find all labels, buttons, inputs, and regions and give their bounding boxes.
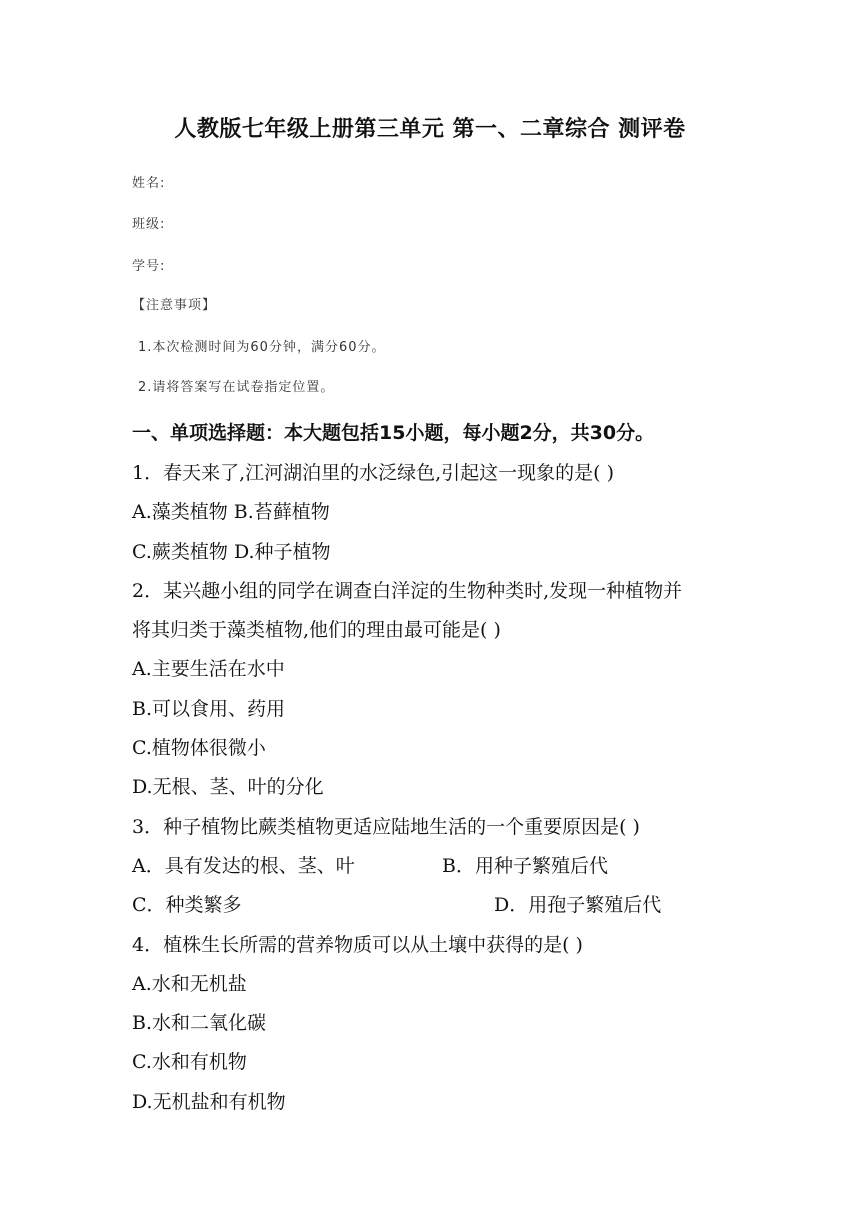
question-option: A.水和无机盐 xyxy=(132,973,247,995)
question-option: C.水和有机物 xyxy=(132,1051,247,1073)
question-option: B．用种子繁殖后代 xyxy=(442,855,608,877)
question-option: C．种类繁多 xyxy=(132,894,242,916)
question-option: D.无机盐和有机物 xyxy=(132,1091,286,1113)
student-id-field-label: 学号: xyxy=(132,259,166,274)
question-option: A．具有发达的根、茎、叶 xyxy=(132,855,355,877)
section-heading: 一、单项选择题：本大题包括15小题，每小题2分，共30分。 xyxy=(132,422,655,444)
name-field-label: 姓名: xyxy=(132,176,166,191)
question-stem-continued: 将其归类于藻类植物,他们的理由最可能是( ) xyxy=(132,619,501,641)
question-option: B.可以食用、药用 xyxy=(132,698,286,720)
question-option: B.水和二氧化碳 xyxy=(132,1012,267,1034)
question-stem: 4．植株生长所需的营养物质可以从土壤中获得的是( ) xyxy=(132,934,583,956)
question-stem: 2．某兴趣小组的同学在调查白洋淀的生物种类时,发现一种植物并 xyxy=(132,580,683,602)
question-option: A.主要生活在水中 xyxy=(132,658,285,680)
question-option: C.蕨类植物 D.种子植物 xyxy=(132,541,331,563)
notice-item: 1.本次检测时间为60分钟，满分60分。 xyxy=(138,340,386,355)
question-option: D．用孢子繁殖后代 xyxy=(494,894,662,916)
question-option: C.植物体很微小 xyxy=(132,737,266,759)
question-option: D.无根、茎、叶的分化 xyxy=(132,776,324,798)
notice-item: 2.请将答案写在试卷指定位置。 xyxy=(138,380,335,395)
question-stem: 1．春天来了,江河湖泊里的水泛绿色,引起这一现象的是( ) xyxy=(132,462,615,484)
exam-title: 人教版七年级上册第三单元 第一、二章综合 测评卷 xyxy=(174,117,686,142)
question-stem: 3．种子植物比蕨类植物更适应陆地生活的一个重要原因是( ) xyxy=(132,816,640,838)
question-option: A.藻类植物 B.苔藓植物 xyxy=(132,501,330,523)
class-field-label: 班级: xyxy=(132,217,166,232)
notice-heading: 【注意事项】 xyxy=(132,298,217,313)
